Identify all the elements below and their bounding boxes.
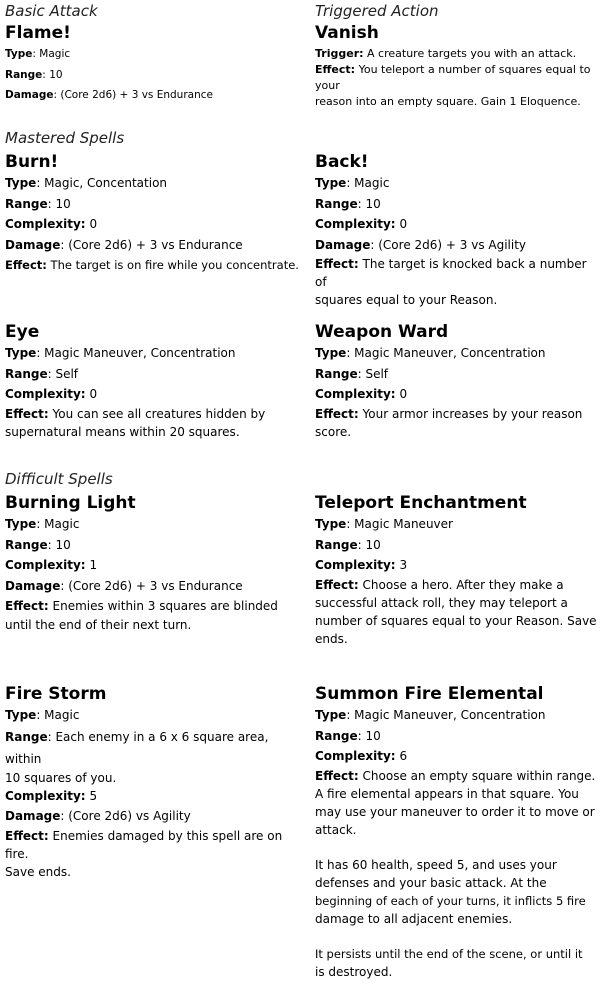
spell-complexity: Complexity: 0 <box>315 217 408 232</box>
spell-damage: Damage: (Core 2d6) + 3 vs Endurance <box>5 237 243 252</box>
spell-card-fire-storm <box>5 683 305 881</box>
spell-damage: Damage: (Core 2d6) + 3 vs Endurance <box>5 578 243 593</box>
spell-range: Range: Self <box>5 366 79 381</box>
spell-effect-cont: number of squares equal to your Reason. Save <box>315 613 597 628</box>
section-difficult-spells: Difficult Spells <box>5 470 113 488</box>
spell-complexity: Complexity: 3 <box>315 558 408 573</box>
spell-type: Type: Magic <box>5 517 80 531</box>
spell-effect-cont: supernatural means within 20 squares. <box>5 424 240 439</box>
spell-title: Teleport Enchantment <box>315 493 527 513</box>
spell-effect-cont: A fire elemental appears in that square. You <box>315 786 579 801</box>
spell-type: Type: Magic Maneuver, Concentration <box>315 708 546 722</box>
spell-paragraph-cont: beginning of each of your turns, it inflicts 5 fire <box>315 893 586 908</box>
spell-complexity: Complexity: 0 <box>315 387 408 402</box>
spell-paragraph: It persists until the end of the scene, or until it <box>315 946 583 961</box>
spell-effect: Effect: Choose a hero. After they make a <box>315 577 564 592</box>
spell-paragraph: It has 60 health, speed 5, and uses your <box>315 857 557 872</box>
spell-range: Range: Self <box>315 366 389 381</box>
spell-effect-cont: successful attack roll, they may teleport a <box>315 595 568 610</box>
spell-type: Type: Magic Maneuver, Concentration <box>315 346 546 360</box>
spell-title: Fire Storm <box>5 684 107 704</box>
spell-type: Type: Magic <box>315 176 390 190</box>
spell-card-weapon-ward <box>315 321 600 441</box>
spell-effect-cont: attack. <box>315 822 357 837</box>
spell-effect-cont: ends. <box>315 631 348 646</box>
spell-effect: Effect: Enemies damaged by this spell are on fire. <box>5 828 283 861</box>
spell-effect-cont: squares equal to your Reason. <box>315 293 498 308</box>
spell-range: Range: 10 <box>315 537 381 552</box>
spell-range: Range: Each enemy in a 6 x 6 square area, within <box>5 729 269 766</box>
spell-card-burn <box>5 151 305 276</box>
spell-effect-cont: Save ends. <box>5 864 71 879</box>
spell-paragraph-cont: damage to all adjacent enemies. <box>315 911 513 926</box>
spell-complexity: Complexity: 0 <box>5 217 98 232</box>
spell-effect: Effect: Enemies within 3 squares are blinded <box>5 599 278 614</box>
spell-card-vanish <box>315 22 600 110</box>
spell-complexity: Complexity: 1 <box>5 558 98 573</box>
spell-type: Type: Magic <box>5 48 71 60</box>
spell-type: Type: Magic <box>5 708 80 722</box>
spell-card-eye <box>5 321 305 441</box>
spell-effect-cont: reason into an empty square. Gain 1 Eloquence. <box>315 95 581 108</box>
spell-effect: Effect: The target is on fire while you concentrate. <box>5 258 299 273</box>
spell-card-flame <box>5 22 300 106</box>
spell-range: Range: 10 <box>315 196 381 211</box>
spell-title: Summon Fire Elemental <box>315 684 544 704</box>
spell-effect: Effect: You can see all creatures hidden by <box>5 406 266 421</box>
spell-effect: Effect: You teleport a number of squares equal to your <box>315 63 591 92</box>
spell-type: Type: Magic, Concentation <box>5 176 168 190</box>
spell-complexity: Complexity: 6 <box>315 749 408 764</box>
spell-range-cont: 10 squares of you. <box>5 770 117 785</box>
spell-range: Range: 10 <box>5 537 71 552</box>
spell-paragraph-cont: defenses and your basic attack. At the <box>315 875 547 890</box>
spell-range: Range: 10 <box>5 196 71 211</box>
spell-title: Burn! <box>5 152 59 172</box>
section-triggered-action: Triggered Action <box>315 2 439 20</box>
spell-title: Flame! <box>5 23 71 43</box>
spell-range: Range: 10 <box>315 728 381 743</box>
spell-effect: Effect: Your armor increases by your reason <box>315 406 583 421</box>
spell-title: Vanish <box>315 23 379 43</box>
spell-effect-cont: may use your maneuver to order it to move or <box>315 804 595 819</box>
spell-effect: Effect: Choose an empty square within range. <box>315 768 596 783</box>
section-mastered-spells: Mastered Spells <box>5 129 125 147</box>
spell-complexity: Complexity: 0 <box>5 387 98 402</box>
spell-damage: Damage: (Core 2d6) + 3 vs Endurance <box>5 89 213 101</box>
spell-range: Range: 10 <box>5 68 63 81</box>
spell-title: Eye <box>5 322 40 342</box>
spell-damage: Damage: (Core 2d6) + 3 vs Agility <box>315 237 527 252</box>
spell-title: Back! <box>315 152 369 172</box>
spell-damage: Damage: (Core 2d6) vs Agility <box>5 809 191 824</box>
spell-paragraph-cont: is destroyed. <box>315 964 393 979</box>
spell-card-summon-fire-elemental <box>315 683 600 981</box>
spell-effect-cont: score. <box>315 424 352 439</box>
section-basic-attack: Basic Attack <box>5 2 98 20</box>
spell-trigger: Trigger: A creature targets you with an attack. <box>315 47 577 60</box>
spell-effect-cont: until the end of their next turn. <box>5 618 192 633</box>
spell-card-teleport-enchantment <box>315 492 600 648</box>
spell-card-back <box>315 151 600 309</box>
spell-title: Burning Light <box>5 493 136 513</box>
spell-card-burning-light <box>5 492 305 634</box>
spell-type: Type: Magic Maneuver, Concentration <box>5 346 236 360</box>
spell-effect: Effect: The target is knocked back a number of <box>315 257 587 290</box>
spell-title: Weapon Ward <box>315 322 449 342</box>
spell-type: Type: Magic Maneuver <box>315 517 453 531</box>
spell-complexity: Complexity: 5 <box>5 788 98 803</box>
